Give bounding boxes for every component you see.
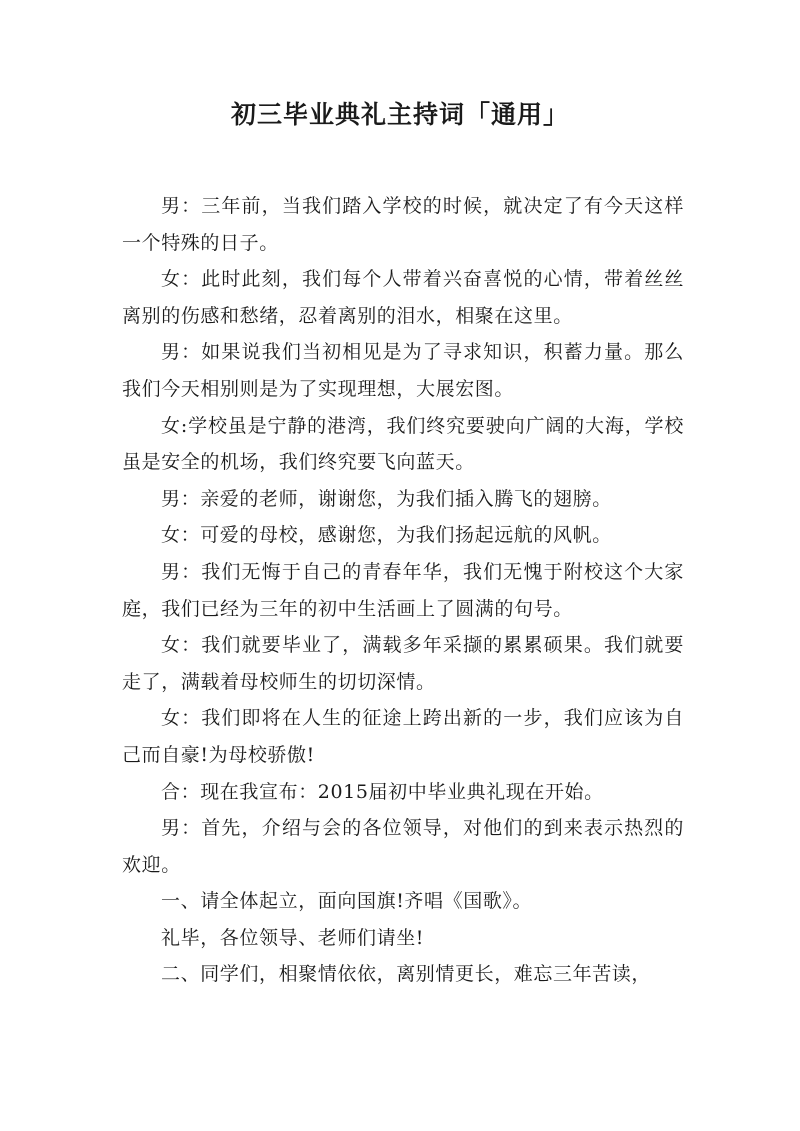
paragraph: 女：此时此刻，我们每个人带着兴奋喜悦的心情，带着丝丝离别的伤感和愁绪，忍着离别的泪水，相聚在这里。 bbox=[122, 268, 684, 327]
paragraph: 二、同学们，相聚情依依，离别情更长，难忘三年苦读， bbox=[161, 963, 652, 986]
paragraph: 男：首先，介绍与会的各位领导，对他们的到来表示热烈的欢迎。 bbox=[122, 817, 684, 876]
paragraph: 女：我们就要毕业了，满载多年采撷的累累硕果。我们就要走了，满载着母校师生的切切深情。 bbox=[122, 634, 684, 693]
paragraph: 女：我们即将在人生的征途上跨出新的一步，我们应该为自己而自豪!为母校骄傲! bbox=[122, 707, 684, 766]
document-body bbox=[122, 188, 684, 993]
paragraph: 女:学校虽是宁静的港湾，我们终究要驶向广阔的大海，学校虽是安全的机场，我们终究要飞向蓝天。 bbox=[122, 414, 684, 474]
document-title: 初三毕业典礼主持词「通用」 bbox=[230, 100, 569, 129]
paragraph: 女：可爱的母校，感谢您，为我们扬起远航的风帆。 bbox=[161, 524, 612, 547]
paragraph: 礼毕，各位领导、老师们请坐! bbox=[161, 926, 425, 949]
paragraph: 一、请全体起立，面向国旗!齐唱《国歌》。 bbox=[161, 890, 533, 913]
paragraph: 男：如果说我们当初相见是为了寻求知识，积蓄力量。那么我们今天相别则是为了实现理想，大展宏图。 bbox=[122, 341, 684, 400]
paragraph: 男：我们无悔于自己的青春年华，我们无愧于附校这个大家庭，我们已经为三年的初中生活画上了圆满的句号。 bbox=[122, 560, 684, 620]
paragraph: 男：三年前，当我们踏入学校的时候，就决定了有今天这样一个特殊的日子。 bbox=[122, 195, 684, 254]
paragraph: 男：亲爱的老师，谢谢您，为我们插入腾飞的翅膀。 bbox=[161, 487, 612, 510]
paragraph: 合：现在我宣布：2015届初中毕业典礼现在开始。 bbox=[161, 780, 604, 803]
